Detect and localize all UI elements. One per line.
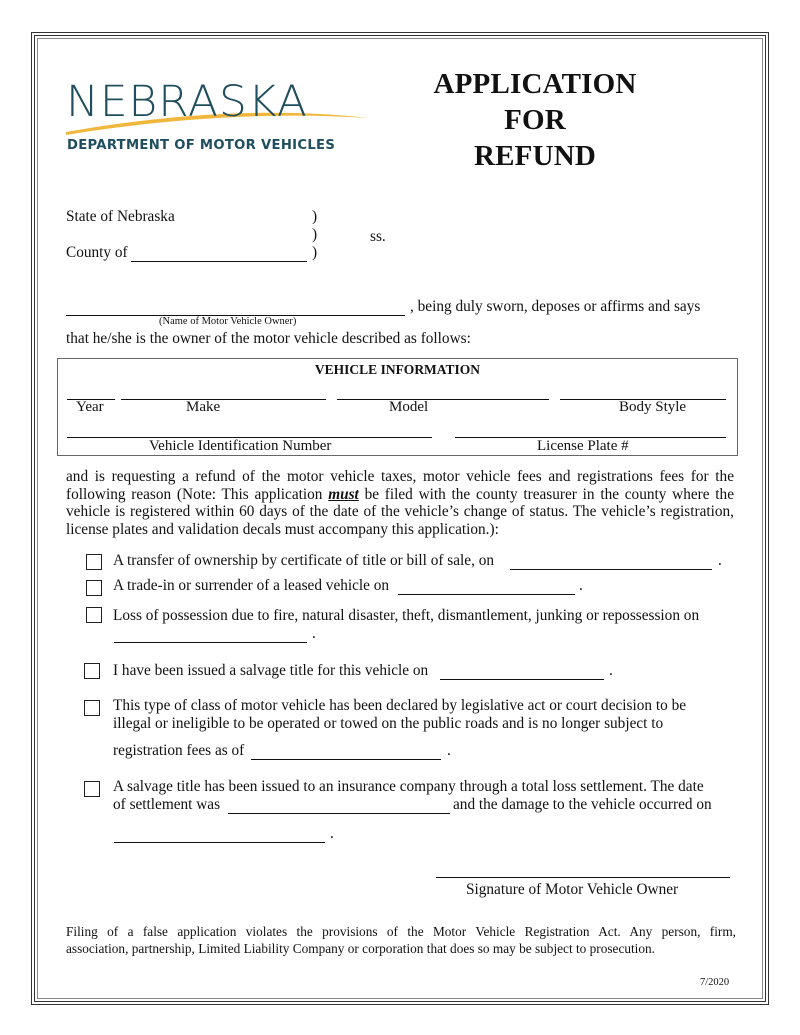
reason-5-text-line-1: This type of class of motor vehicle has been declared by legislative act or court decision to be bbox=[113, 697, 687, 714]
reason-6-settlement-date-field[interactable] bbox=[228, 796, 450, 814]
vehicle-information-heading: VEHICLE INFORMATION bbox=[314, 362, 481, 377]
title-line-3: REFUND bbox=[473, 140, 597, 172]
vin-label: Vehicle Identification Number bbox=[149, 438, 332, 454]
reason-5-text-line-3: registration fees as of bbox=[113, 742, 245, 759]
reason-6-text-line-1: A salvage title has been issued to an insurance company through a total loss settlement. The date bbox=[113, 778, 704, 795]
ss-label: ss. bbox=[370, 228, 386, 245]
page-title bbox=[410, 66, 660, 174]
request-emphasis: must bbox=[328, 485, 359, 503]
model-label: Model bbox=[389, 399, 429, 415]
reason-4-date-field[interactable] bbox=[440, 662, 604, 680]
county-label: County of bbox=[66, 244, 128, 261]
reason-6-text-line-2b: and the damage to the vehicle occurred on bbox=[453, 796, 712, 813]
reason-6-text-line-2a: of settlement was bbox=[113, 796, 221, 813]
reason-1-date-field[interactable] bbox=[510, 552, 712, 570]
signature-label: Signature of Motor Vehicle Owner bbox=[466, 881, 679, 898]
reason-3-period: . bbox=[312, 625, 316, 642]
reason-6-period: . bbox=[330, 825, 334, 842]
signature-field[interactable] bbox=[436, 860, 730, 878]
reason-2-date-field[interactable] bbox=[398, 577, 575, 595]
reason-1-period: . bbox=[718, 552, 722, 569]
license-plate-field[interactable] bbox=[455, 420, 726, 438]
owner-name-field[interactable] bbox=[66, 298, 405, 316]
paren-1: ) bbox=[312, 208, 318, 225]
reason-5-date-field[interactable] bbox=[251, 742, 441, 760]
request-text-2: be filed with the county treasurer in the county where the vehicle is registered within 60 days of the date of the vehicle’s change of status. The vehicle’s registration, license plates and validation decals must accompany this application.): bbox=[66, 485, 734, 538]
vin-field[interactable] bbox=[67, 420, 432, 438]
nebraska-dmv-logo bbox=[66, 78, 366, 158]
license-plate-label: License Plate # bbox=[537, 438, 629, 454]
paren-3: ) bbox=[312, 244, 318, 261]
vehicle-information-box bbox=[57, 358, 738, 456]
reason-5-period: . bbox=[447, 742, 451, 759]
model-field[interactable] bbox=[337, 382, 549, 400]
body-style-field[interactable] bbox=[560, 382, 726, 400]
logo-subtitle: DEPARTMENT OF MOTOR VEHICLES bbox=[67, 138, 336, 153]
reason-4-text: I have been issued a salvage title for this vehicle on bbox=[113, 662, 429, 679]
reason-4-checkbox[interactable] bbox=[84, 663, 100, 679]
reason-4-period: . bbox=[609, 662, 613, 679]
affidavit-text-1: , being duly sworn, deposes or affirms and says bbox=[410, 298, 701, 315]
reason-6-damage-date-field[interactable] bbox=[114, 825, 325, 843]
affidavit-text-2: that he/she is the owner of the motor vehicle described as follows: bbox=[66, 330, 471, 347]
logo-wordmark: NEBRASKA bbox=[66, 77, 308, 127]
reason-3-text: Loss of possession due to fire, natural disaster, theft, dismantlement, junking or repossession on bbox=[113, 607, 700, 624]
reason-1-checkbox[interactable] bbox=[86, 554, 102, 570]
reason-3-date-field[interactable] bbox=[114, 625, 307, 643]
reason-1-text: A transfer of ownership by certificate of title or bill of sale, on bbox=[113, 552, 495, 569]
county-field[interactable] bbox=[131, 244, 307, 262]
paren-2: ) bbox=[312, 226, 318, 243]
year-field[interactable] bbox=[67, 382, 115, 400]
state-label: State of Nebraska bbox=[66, 208, 175, 225]
request-paragraph bbox=[66, 468, 734, 538]
false-application-warning bbox=[66, 923, 736, 957]
owner-name-caption: (Name of Motor Vehicle Owner) bbox=[159, 316, 297, 327]
warning-line-2: association, partnership, Limited Liability Company or corporation that does so may be subject to prosecution. bbox=[66, 941, 655, 956]
reason-2-checkbox[interactable] bbox=[86, 580, 102, 596]
reason-6-checkbox[interactable] bbox=[84, 781, 100, 797]
form-revision-date: 7/2020 bbox=[700, 977, 730, 988]
reason-3-checkbox[interactable] bbox=[86, 607, 102, 623]
make-field[interactable] bbox=[121, 382, 326, 400]
reason-2-text: A trade-in or surrender of a leased vehicle on bbox=[113, 577, 390, 594]
title-line-1: APPLICATION bbox=[433, 68, 637, 100]
body-style-label: Body Style bbox=[619, 399, 687, 415]
year-label: Year bbox=[76, 399, 104, 415]
reason-5-text-line-2: illegal or ineligible to be operated or towed on the public roads and is no longer subject to bbox=[113, 715, 664, 732]
title-line-2: FOR bbox=[504, 104, 566, 136]
make-label: Make bbox=[186, 399, 221, 415]
request-text-1: and is requesting a refund of the motor vehicle taxes, motor vehicle fees and registrations fees for the following reason (Note: This application bbox=[66, 468, 734, 503]
reason-5-checkbox[interactable] bbox=[84, 700, 100, 716]
warning-line-1: Filing of a false application violates the provisions of the Motor Vehicle Registration Act. Any person, firm, bbox=[66, 924, 736, 939]
reason-2-period: . bbox=[579, 577, 583, 594]
